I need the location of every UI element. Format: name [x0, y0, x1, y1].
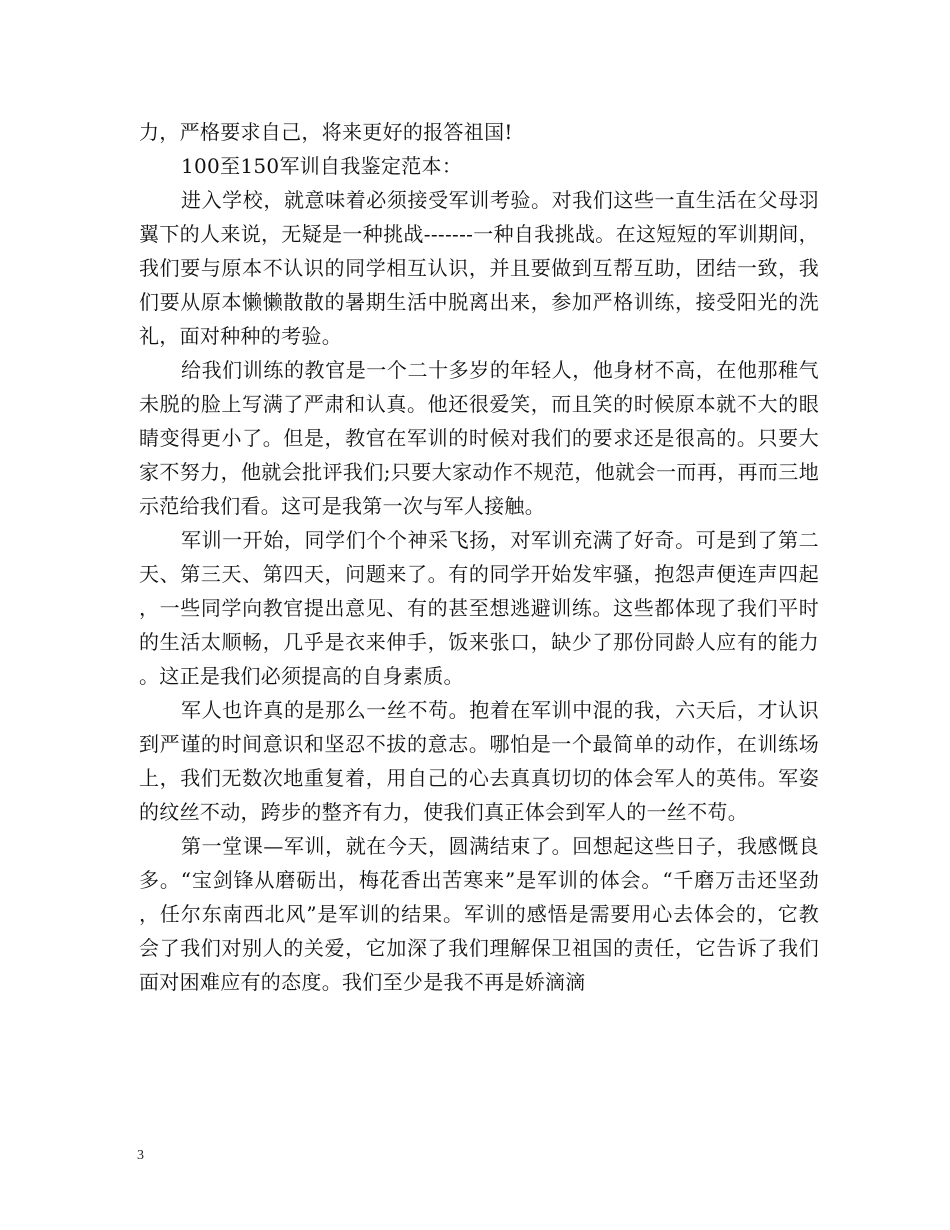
paragraph: 进入学校，就意味着必须接受军训考验。对我们这些一直生活在父母羽翼下的人来说，无疑是一种挑战-------一种自我挑战。在这短短的军训期间，我们要与原本不认识的同学相互认识，并且要做到互帮互助，团结一致，我们要从原本懒懒散散的暑期生活中脱离出来，参加严格训练，接受阳光的洗礼，面对种种的考验。 — [139, 188, 819, 348]
paragraph-continuation: 力，严格要求自己，将来更好的报答祖国! — [139, 120, 513, 144]
section-heading: 100至150军训自我鉴定范本： — [181, 154, 463, 178]
paragraph: 军人也许真的是那么一丝不苟。抱着在军训中混的我，六天后，才认识到严谨的时间意识和坚忍不拔的意志。哪怕是一个最简单的动作，在训练场上，我们无数次地重复着，用自己的心去真真切切的体会军人的英伟。军姿的纹丝不动，跨步的整齐有力，使我们真正体会到军人的一丝不苟。 — [139, 698, 819, 824]
paragraph: 第一堂课—军训，就在今天，圆满结束了。回想起这些日子，我感慨良多。“宝剑锋从磨砺出，梅花香出苦寒来”是军训的体会。“千磨万击还坚劲，任尔东南西北风”是军训的结果。军训的感悟是需要用心去体会的，它教会了我们对别人的关爱，它加深了我们理解保卫祖国的责任，它告诉了我们面对困难应有的态度。我们至少是我不再是娇滴滴 — [139, 834, 819, 994]
paragraph: 给我们训练的教官是一个二十多岁的年轻人，他身材不高，在他那稚气未脱的脸上写满了严肃和认真。他还很爱笑，而且笑的时候原本就不大的眼睛变得更小了。但是，教官在军训的时候对我们的要求还是很高的。只要大家不努力，他就会批评我们;只要大家动作不规范，他就会一而再，再而三地示范给我们看。这可是我第一次与军人接触。 — [139, 358, 819, 518]
paragraph: 军训一开始，同学们个个神采飞扬，对军训充满了好奇。可是到了第二天、第三天、第四天，问题来了。有的同学开始发牢骚，抱怨声便连声四起，一些同学向教官提出意见、有的甚至想逃避训练。这些都体现了我们平时的生活太顺畅，几乎是衣来伸手，饭来张口，缺少了那份同龄人应有的能力。这正是我们必须提高的自身素质。 — [139, 528, 819, 688]
document-body — [139, 115, 819, 999]
page-number: 3 — [137, 1148, 144, 1163]
